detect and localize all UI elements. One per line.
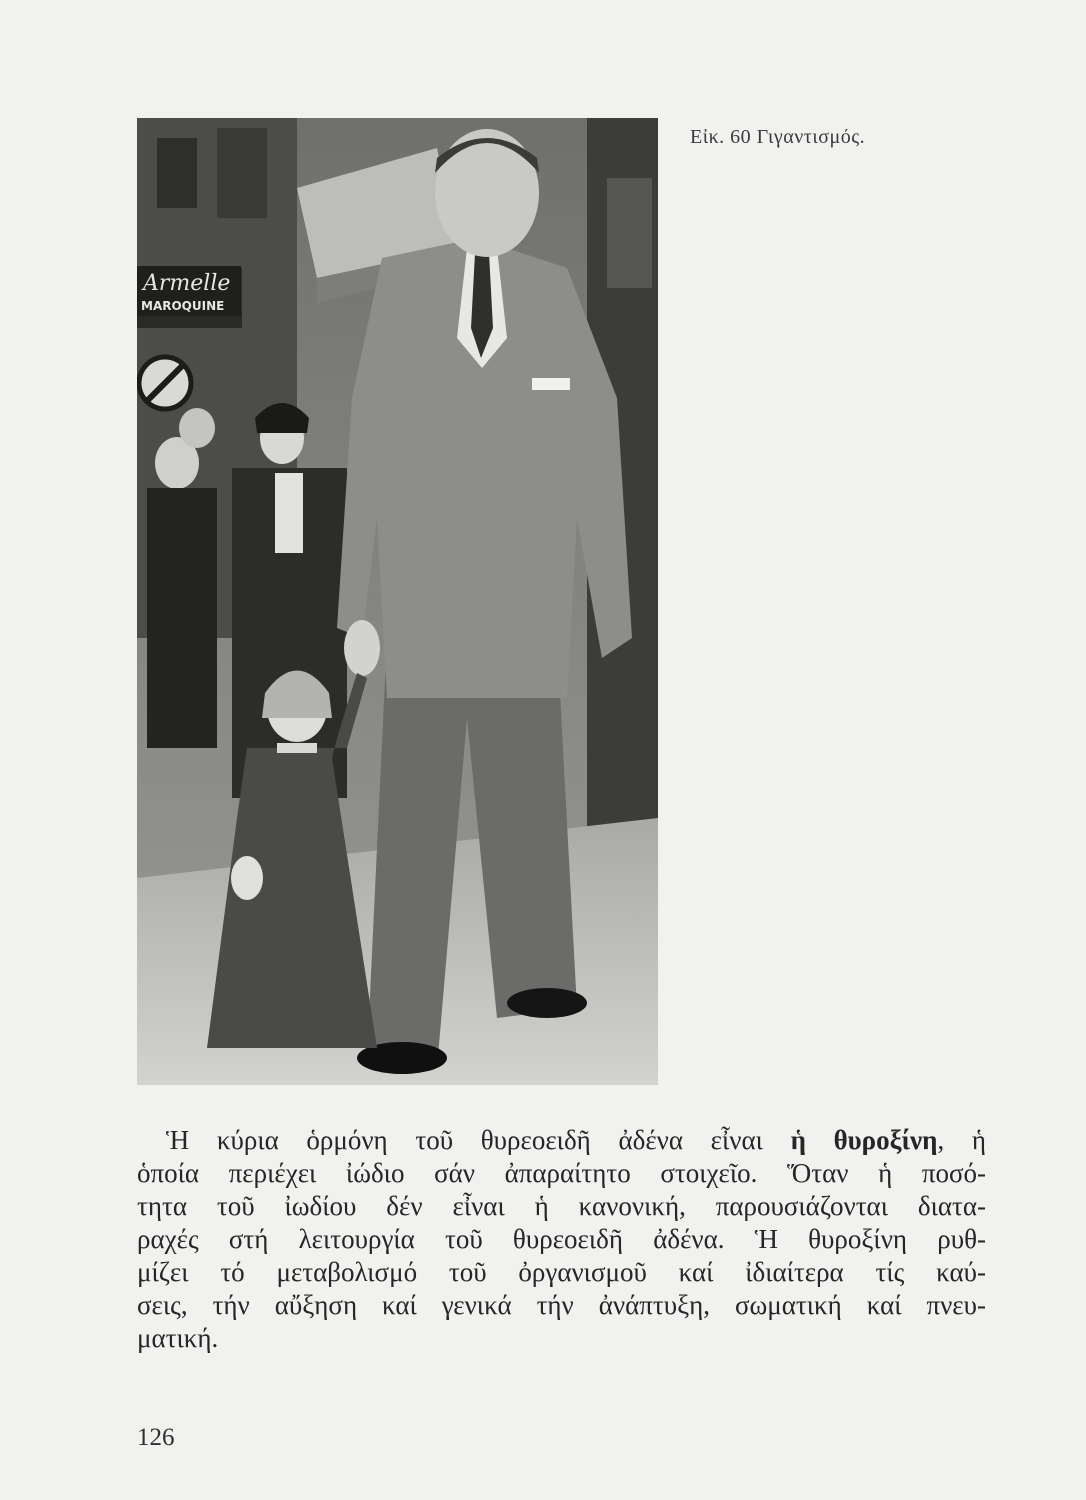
body-paragraph [137, 1124, 986, 1355]
shop-sign-script: Armelle [143, 271, 231, 296]
body-line-6: σεις, τήν αὔξηση καί γενικά τήν ἀνάπτυξη, σωματική καί πνευ- [137, 1290, 986, 1320]
body-line-2: ὁποία περιέχει ἰώδιο σάν ἀπαραίτητο στοιχεῖο. Ὅταν ἡ ποσό- [137, 1158, 986, 1188]
body-line-5: μίζει τό μεταβολισμό τοῦ ὀργανισμοῦ καί ἰδιαίτερα τίς καύ- [137, 1257, 986, 1287]
thyroxine-term: ἡ θυροξίνη [790, 1125, 938, 1155]
body-line-1-start: Ἡ κύρια ὁρμόνη τοῦ θυρεοειδῆ ἀδένα εἶναι [166, 1125, 791, 1155]
body-line-7: ματική. [137, 1323, 219, 1353]
body-line-3: τητα τοῦ ἰωδίου δέν εἶναι ἡ κανονική, παρουσιάζονται διατα- [137, 1191, 986, 1221]
figure-caption: Εἰκ. 60 Γιγαντισμός. [690, 126, 866, 148]
page-number: 126 [137, 1424, 175, 1451]
giant-and-child-photo [137, 118, 658, 1085]
shop-sign-caps: MAROQUINE [141, 299, 225, 313]
body-line-1 [137, 1124, 986, 1157]
body-line-4: ραχές στή λειτουργία τοῦ θυρεοειδῆ ἀδένα. Ἡ θυροξίνη ρυθ- [137, 1224, 986, 1254]
photo-illustration [137, 118, 658, 1085]
body-line-1-end: , ἡ [937, 1125, 986, 1155]
